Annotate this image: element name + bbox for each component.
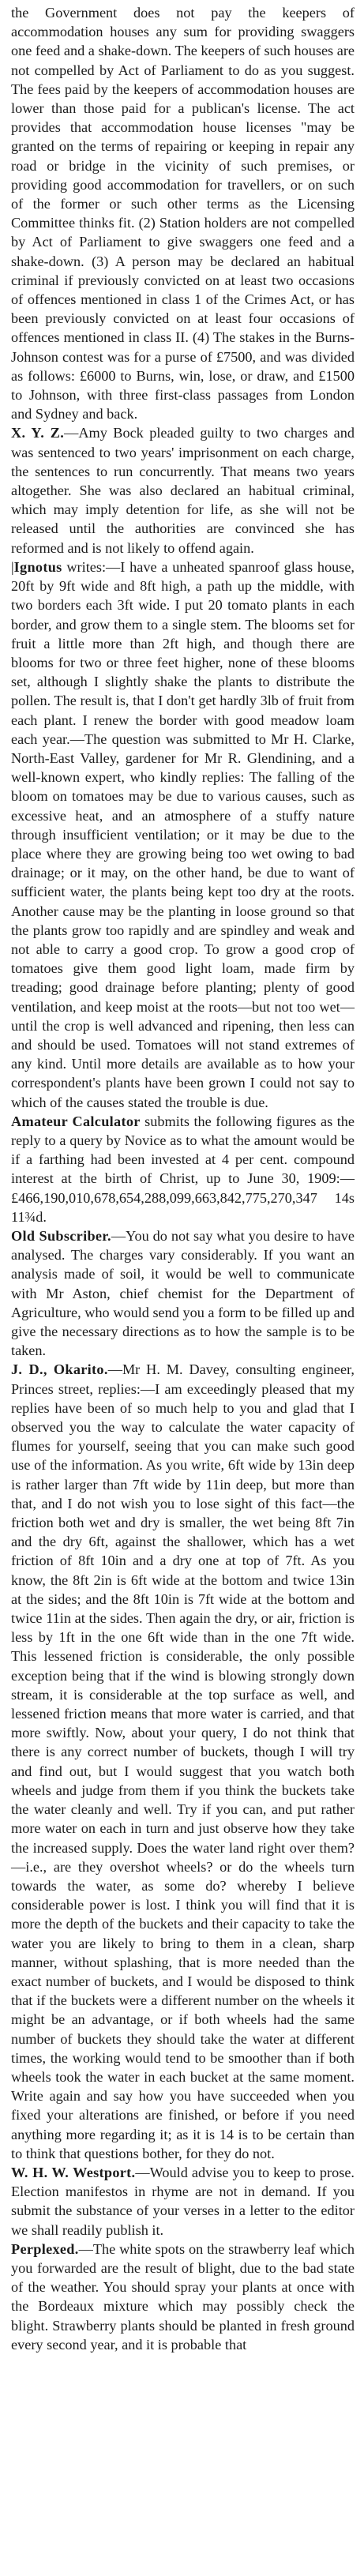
answers-item	[11, 3, 355, 423]
answers-item	[11, 1226, 355, 1360]
answer-body: —Mr H. M. Davey, consulting engineer, Princes street, replies:—I am exceedingly pleased that my replies have been of so much help to you and glad that I observed you the way to calculate the water capacity of flumes for yourself, seeing that you can make such good use of the information. As you write, 6ft wide by 13in deep is rather larger than 7ft wide by 11in deep, but more than that, and I do not wish you to lose sight of this fact—the friction both wet and dry is smaller, the wet being 8ft 7in and the dry 6ft, against the shallower, which has a wet friction of 8ft 10in and a dry one at top of 7ft. As you know, the 8ft 2in is 6ft wide at the bottom and twice 13in at the sides; and the 8ft 10in is 7ft wide at the bottom and twice 11in at the sides. Then again the dry, or air, friction is less by 1ft in the one 6ft wide than in the one 7ft wide. This lessened friction is considerable, the only possible exception being that if the wind is blowing strongly down stream, it is considerable at the top surface as well, and lessened friction means that more water is carried, and that more swiftly. Now, about your query, I do not think that there is any correct number of buckets, though I will try and find out, but I would suggest that you watch both wheels and judge from them if you think the buckets take the water cleanly and well. Try if you can, and put rather more water on each in turn and just observe how they take the increased supply. Does the water land right over them?—i.e., are they overshot wheels? or do the wheels turn towards the water, as some do? whereby I believe considerable power is lost. I think you will find that it is more the depth of the buckets and their capacity to take the water you are likely to bring to them in a clean, sharp manner, without splashing, that is more needed than the exact number of buckets, and I would be disposed to think that if the buckets were a different number on the wheels it might be an advantage, or if both wheels had the same number of buckets they should take the water at different times, the working would tend to be smoother than if both wheels took the water in each bucket at the same moment. Write again and say how you have succeeded when you fixed your alterations are finished, or before if you need anything more regarding it; as it is 14 is to be certain than to think that questions bother, for they do not.	[11, 1361, 355, 2161]
answer-body: —You do not say what you desire to have analysed. The charges vary considerably. If you want an analysis made of soil, it would be well to communicate with Mr Aston, chief chemist for the Department of Agriculture, who would send you a form to be filled up and give the necessary directions as to how the sample is to be taken.	[11, 1228, 355, 1359]
answers-item	[11, 2163, 355, 2240]
answer-body: —The white spots on the strawberry leaf which you forwarded are the result of blight, due to the bad state of the weather. You should spray your plants at once with the Bordeaux mixture which may possibly check the blight. Strawberry plants should be planted in fresh ground every second year, and it is probable that	[11, 2240, 355, 2353]
correspondent-heading: Amateur Calculator	[11, 1113, 141, 1129]
correspondent-heading: W. H. W. Westport.	[11, 2164, 136, 2180]
answer-body: writes:—I have a unheated spanroof glass house, 20ft by 9ft wide and 8ft high, a path up the middle, with two borders each 3ft wide. I put 20 tomato plants in each border, and grow them to a single stem. The blooms set for fruit a little more than 2ft high, and though there are blooms for two or three feet higher, none of these blooms set, although I slightly shake the plants to distribute the pollen. The result is, that I don't get hardly 3lb of fruit from each plant. I renew the border with good meadow loam each year.—The question was submitted to Mr H. Clarke, North-East Valley, gardener for Mr R. Glendining, and a well-known expert, who kindly replies: The falling of the bloom on tomatoes may be due to various causes, such as excessive heat, and an atmosphere of a stuffy nature through insufficient ventilation; or it may be due to the place where they are growing being too wet owing to bad drainage; or it may, on the other hand, be due to want of sufficient water, the plants being kept too dry at the roots. Another cause may be the planting in loose ground so that the plants grow too rapidly and are spindley and weak and not able to carry a good crop. To grow a good crop of tomatoes give them good light loam, made firm by treading; good drainage before planting; plenty of good ventilation, and keep moist at the roots—but not too wet—until the crop is well advanced and ripening, then less can and should be used. Tomatoes will not stand extremes of any kind. Until more details are available as to how your correspondent's plants have been grown I could not say to which of the causes stated the trouble is due.	[11, 558, 355, 1110]
correspondent-heading: X. Y. Z.	[11, 425, 65, 441]
correspondent-heading: Ignotus	[13, 558, 62, 575]
correspondent-heading: Old Subscriber.	[11, 1228, 111, 1244]
correspondent-heading: Perplexed.	[11, 2240, 79, 2257]
correspondent-heading: J. D., Okarito.	[11, 1361, 108, 1378]
answer-body: —Would advise you to keep to prose. Election manifestos in rhyme are not in demand. If you submit the substance of your verses in a letter to the editor we shall readily publish it.	[11, 2164, 355, 2238]
answers-item	[11, 1360, 355, 2163]
answers-item	[11, 558, 355, 1112]
answers-item	[11, 423, 355, 557]
answer-body: submits the following figures as the reply to a query by Novice as to what the amount would be if a farthing had been invested at 4 per cent. compound interest at the birth of Christ, up to June 30, 1909:—£466,190,010,678,654,288,099,663,842,775,270,347 14s 11¾d.	[11, 1113, 355, 1225]
item-bracket: |	[11, 558, 14, 575]
answer-body: the Government does not pay the keepers of accommodation houses any sum for providing swaggers one feed and a shake-down. The keepers of such houses are not compelled by Act of Parliament to do as you suggest. The fees paid by the keepers of accommodation houses are lower than those paid for a publican's license. The act provides that accommodation house licenses "may be granted on the terms of repairing or keeping in repair any road or bridge in the vicinity of such premises, or providing good accommodation for travellers, or on such of the former or such other terms as the Licensing Committee thinks fit. (2) Station holders are not compelled by Act of Parliament to give swaggers one feed and a shake-down. (3) A person may be declared an habitual criminal if previously convicted on at least two occasions of offences mentioned in class 1 of the Crimes Act, or has been previously convicted on at least four occasions of offences mentioned in class II. (4) The stakes in the Burns-Johnson contest was for a purse of £7500, and was divided as follows: £6000 to Burns, win, lose, or draw, and £1500 to Johnson, with three first-class passages from London and Sydney and back.	[11, 5, 355, 422]
answer-body: —Amy Bock pleaded guilty to two charges and was sentenced to two years' imprisonment on each charge, the sentences to run concurrently. That means two years altogether. She was also declared an habitual criminal, which may imply detention for life, as she will not be released until the authorities are convinced she has reformed and is not likely to offend again.	[11, 425, 355, 556]
answers-item	[11, 2240, 355, 2354]
answers-item	[11, 1112, 355, 1226]
